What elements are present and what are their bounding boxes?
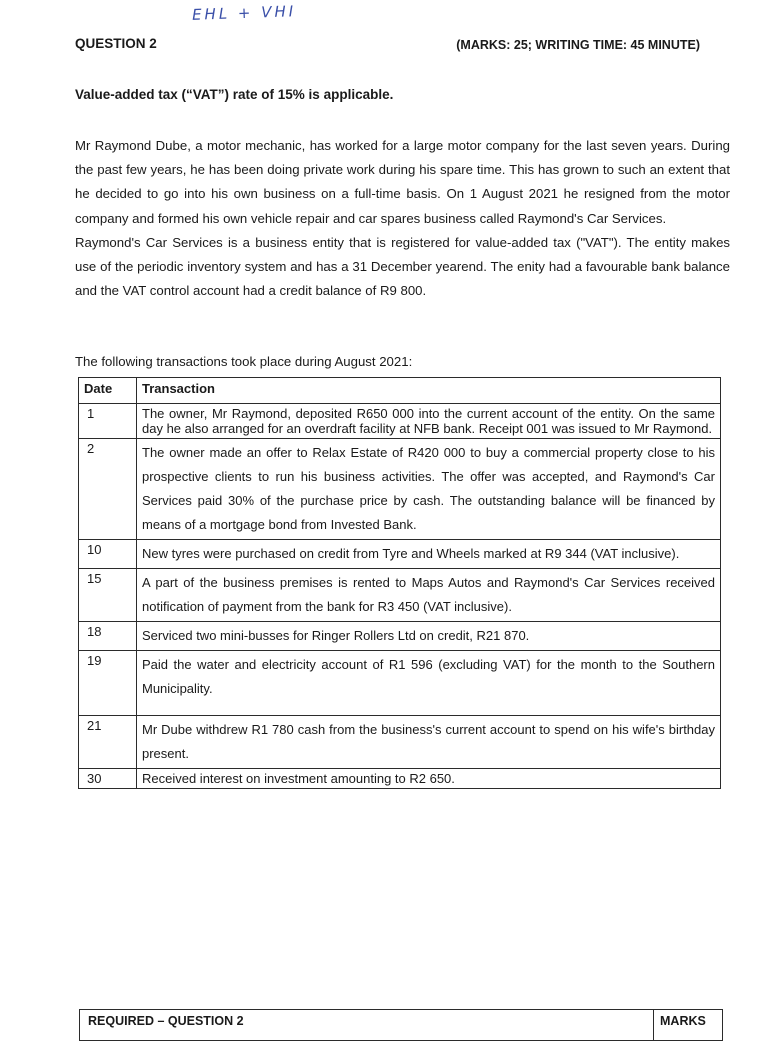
- transactions-caption: The following transactions took place during August 2021:: [75, 354, 413, 369]
- transaction-text: Mr Dube withdrew R1 780 cash from the business's current account to spend on his wife's birthday present.: [137, 716, 721, 769]
- table-row: [79, 622, 721, 651]
- column-header-date: Date: [79, 378, 137, 404]
- transaction-text: The owner made an offer to Relax Estate of R420 000 to buy a commercial property close to his prospective clients to run his business activities. The offer was accepted, and Raymond's Car Services paid 30% of the purchase price by cash. The outstanding balance will be financed by means of a mortgage bond from Invested Bank.: [137, 439, 721, 540]
- transaction-date: 30: [79, 769, 137, 789]
- transaction-text: New tyres were purchased on credit from Tyre and Wheels marked at R9 344 (VAT inclusive).: [137, 540, 721, 569]
- transaction-text: Received interest on investment amounting to R2 650.: [137, 769, 721, 789]
- table-row: [79, 439, 721, 540]
- table-row: [79, 569, 721, 622]
- required-box: [79, 1009, 723, 1041]
- transaction-text: Serviced two mini-busses for Ringer Rollers Ltd on credit, R21 870.: [137, 622, 721, 651]
- transaction-date: 19: [79, 651, 137, 716]
- question-title: QUESTION 2: [75, 36, 157, 51]
- table-row: [79, 769, 721, 789]
- intro-text: [75, 134, 730, 303]
- table-header-row: [79, 378, 721, 404]
- transaction-text: A part of the business premises is rented to Maps Autos and Raymond's Car Services received notification of payment from the bank for R3 450 (VAT inclusive).: [137, 569, 721, 622]
- transaction-date: 2: [79, 439, 137, 540]
- table-row: [79, 651, 721, 716]
- transaction-date: 21: [79, 716, 137, 769]
- transaction-date: 15: [79, 569, 137, 622]
- transactions-table: [78, 377, 721, 789]
- transaction-date: 18: [79, 622, 137, 651]
- question-header: [75, 36, 700, 52]
- table-row: [79, 716, 721, 769]
- table-row: [79, 540, 721, 569]
- table-row: [79, 404, 721, 439]
- column-header-transaction: Transaction: [137, 378, 721, 404]
- required-title: REQUIRED – QUESTION 2: [80, 1010, 654, 1040]
- question-marks: (MARKS: 25; WRITING TIME: 45 MINUTE): [456, 38, 700, 52]
- transaction-text: Paid the water and electricity account of R1 596 (excluding VAT) for the month to the Southern Municipality.: [137, 651, 721, 716]
- transaction-text: The owner, Mr Raymond, deposited R650 000 into the current account of the entity. On the same day he also arranged for an overdraft facility at NFB bank. Receipt 001 was issued to Mr Raymond.: [137, 404, 721, 439]
- intro-paragraph-1: Mr Raymond Dube, a motor mechanic, has worked for a large motor company for the last seven years. During the past few years, he has been doing private work during his spare time. This has grown to such an extent that he decided to go into his own business on a full-time basis. On 1 August 2021 he resigned from the motor company and formed his own vehicle repair and car spares business called Raymond's Car Services.: [75, 138, 730, 226]
- vat-note: Value-added tax (“VAT”) rate of 15% is applicable.: [75, 87, 394, 102]
- handwritten-note: EHL + VHI: [191, 2, 297, 24]
- required-marks-label: MARKS: [660, 1014, 706, 1028]
- transaction-date: 1: [79, 404, 137, 439]
- intro-paragraph-2: Raymond's Car Services is a business entity that is registered for value-added tax ("VAT"). The entity makes use of the periodic inventory system and has a 31 December yearend. The enity had a favourable bank balance and the VAT control account had a credit balance of R9 800.: [75, 234, 730, 299]
- transaction-date: 10: [79, 540, 137, 569]
